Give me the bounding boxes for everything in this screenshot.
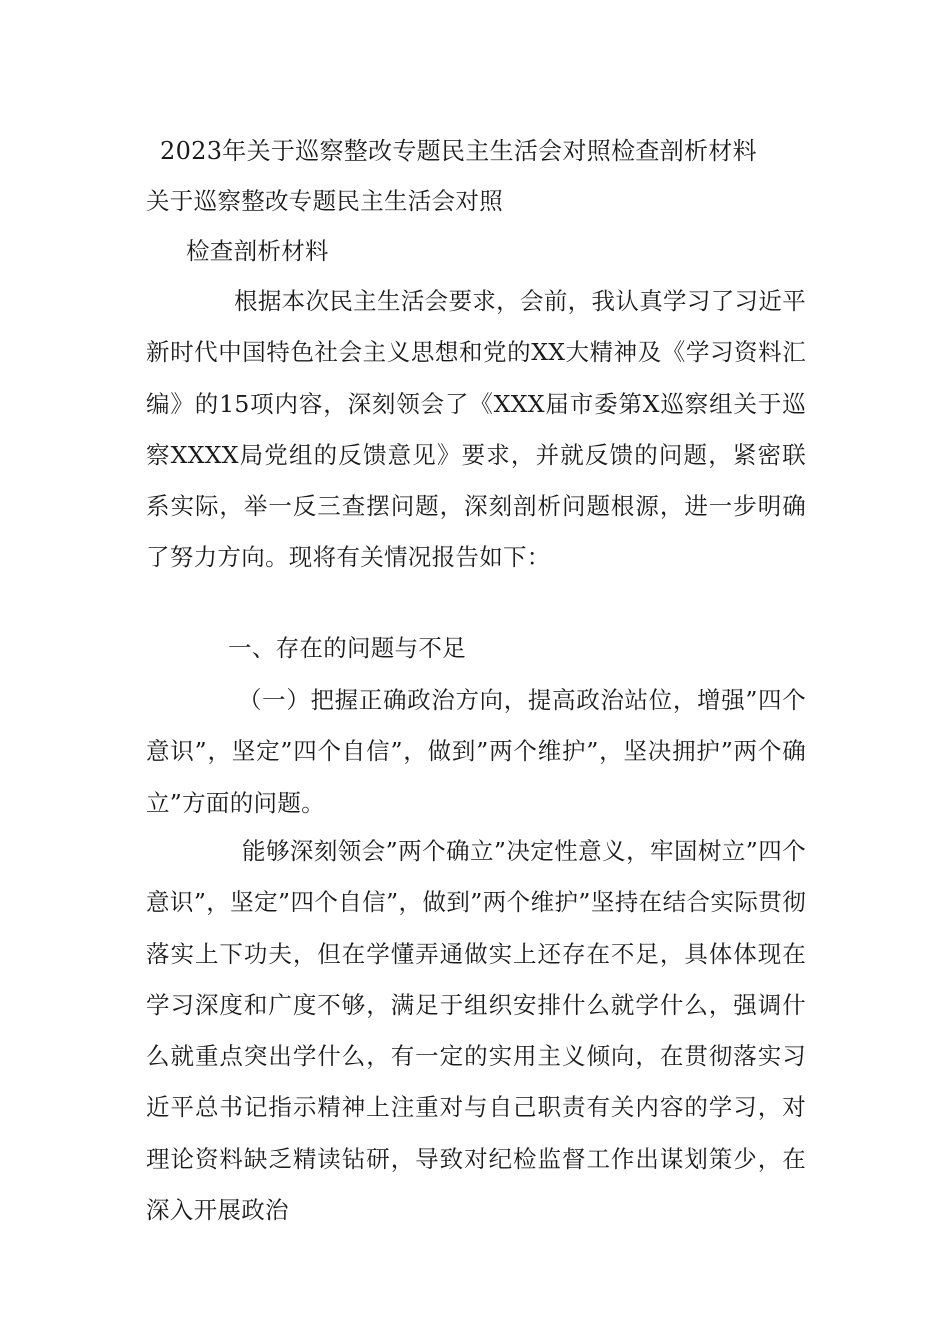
document-subtitle-line-1: 关于巡察整改专题民主生活会对照	[146, 187, 503, 215]
body-paragraph: 能够深刻领会”两个确立”决定性意义，牢固树立”四个意识”，坚定”四个自信”，做到”两个维护”坚持在结合实际贯彻落实上下功夫，但在学懂弄通做实上还存在不足，具体体现在学习深度和广度不够，满足于组织安排什么就学什么，强调什么就重点突出学什么，有一定的实用主义倾向，在贯彻落实习近平总书记指示精神上注重对与自己职责有关内容的学习，对理论资料缺乏精读钻研，导致对纪检监督工作出谋划策少，在深入开展政治	[146, 837, 806, 1225]
section-heading: 一、存在的问题与不足	[228, 634, 466, 662]
subsection-heading: （一）把握正确政治方向，提高政治站位，增强”四个意识”，坚定”四个自信”，做到”两个维护”，坚决拥护”两个确立”方面的问题。	[146, 686, 806, 817]
intro-paragraph: 根据本次民主生活会要求，会前，我认真学习了习近平新时代中国特色社会主义思想和党的XX大精神及《学习资料汇编》的15项内容，深刻领会了《XXX届市委第X巡察组关于巡察XXXX局党组的反馈意见》要求，并就反馈的问题，紧密联系实际，举一反三查摆问题，深刻剖析问题根源，进一步明确了努力方向。现将有关情况报告如下：	[146, 287, 806, 572]
document-title: 2023年关于巡察整改专题民主生活会对照检查剖析材料	[160, 137, 757, 165]
document-subtitle-line-2: 检查剖析材料	[186, 237, 329, 265]
